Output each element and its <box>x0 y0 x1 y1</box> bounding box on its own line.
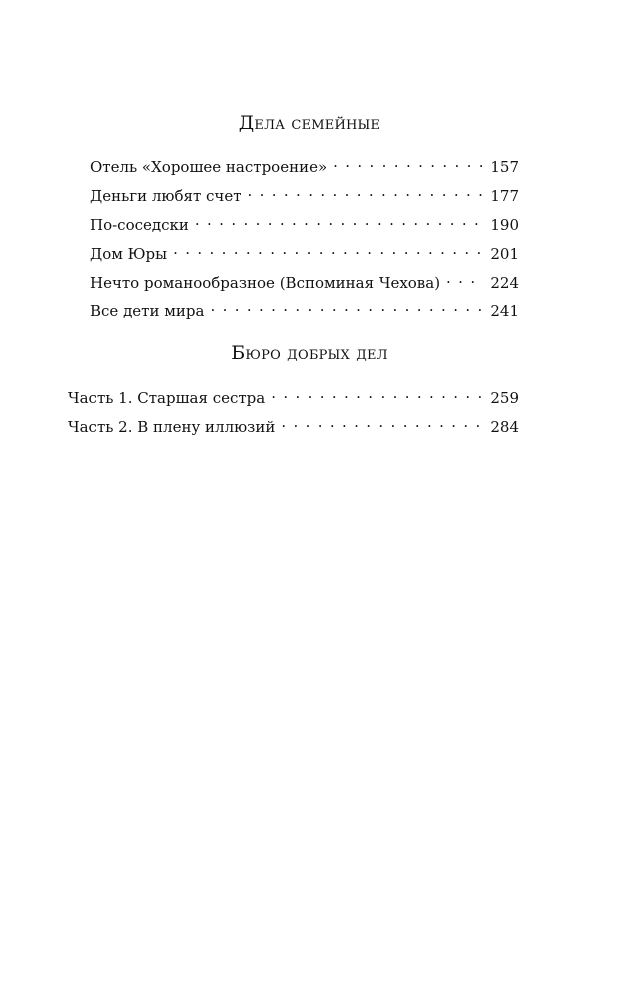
toc-entry[interactable] <box>90 296 519 321</box>
toc-entry[interactable] <box>90 239 519 264</box>
toc-entry-title: Часть 2. В плену иллюзий <box>68 418 276 436</box>
dot-leader <box>271 383 484 403</box>
toc-entry-title: Отель «Хорошее настроение» <box>90 158 328 176</box>
dot-leader <box>248 181 485 201</box>
toc-entry[interactable] <box>90 268 519 293</box>
toc-page-number: 201 <box>490 245 519 263</box>
toc-page-number: 284 <box>490 418 519 436</box>
toc-entry-title: По-соседски <box>90 216 189 234</box>
toc-page-number: 259 <box>490 389 519 407</box>
section-title-family-affairs: Дела семейные <box>238 112 381 134</box>
toc-entry[interactable] <box>68 412 519 437</box>
toc-page-number: 177 <box>490 187 519 205</box>
toc-entry-title: Дом Юры <box>90 245 168 263</box>
toc-page-number: 190 <box>490 216 519 234</box>
toc-entry-title: Все дети мира <box>90 302 205 320</box>
dot-leader <box>281 412 484 432</box>
dot-leader <box>333 152 484 172</box>
toc-page-number: 241 <box>490 302 519 320</box>
section-title-good-deeds-bureau: Бюро добрых дел <box>231 342 388 364</box>
toc-entry[interactable] <box>90 210 519 235</box>
dot-leader <box>210 296 484 316</box>
dot-leader <box>446 268 484 288</box>
toc-entry-title: Часть 1. Старшая сестра <box>68 389 266 407</box>
dot-leader <box>173 239 484 259</box>
toc-entry[interactable] <box>90 152 519 177</box>
toc-entry-title: Деньги любят счет <box>90 187 242 205</box>
toc-entry[interactable] <box>68 383 519 408</box>
toc-entry[interactable] <box>90 181 519 206</box>
toc-entry-title: Нечто романообразное (Вспоминая Чехова) <box>90 274 441 292</box>
toc-page-number: 224 <box>490 274 519 292</box>
toc-page-number: 157 <box>490 158 519 176</box>
dot-leader <box>195 210 484 230</box>
